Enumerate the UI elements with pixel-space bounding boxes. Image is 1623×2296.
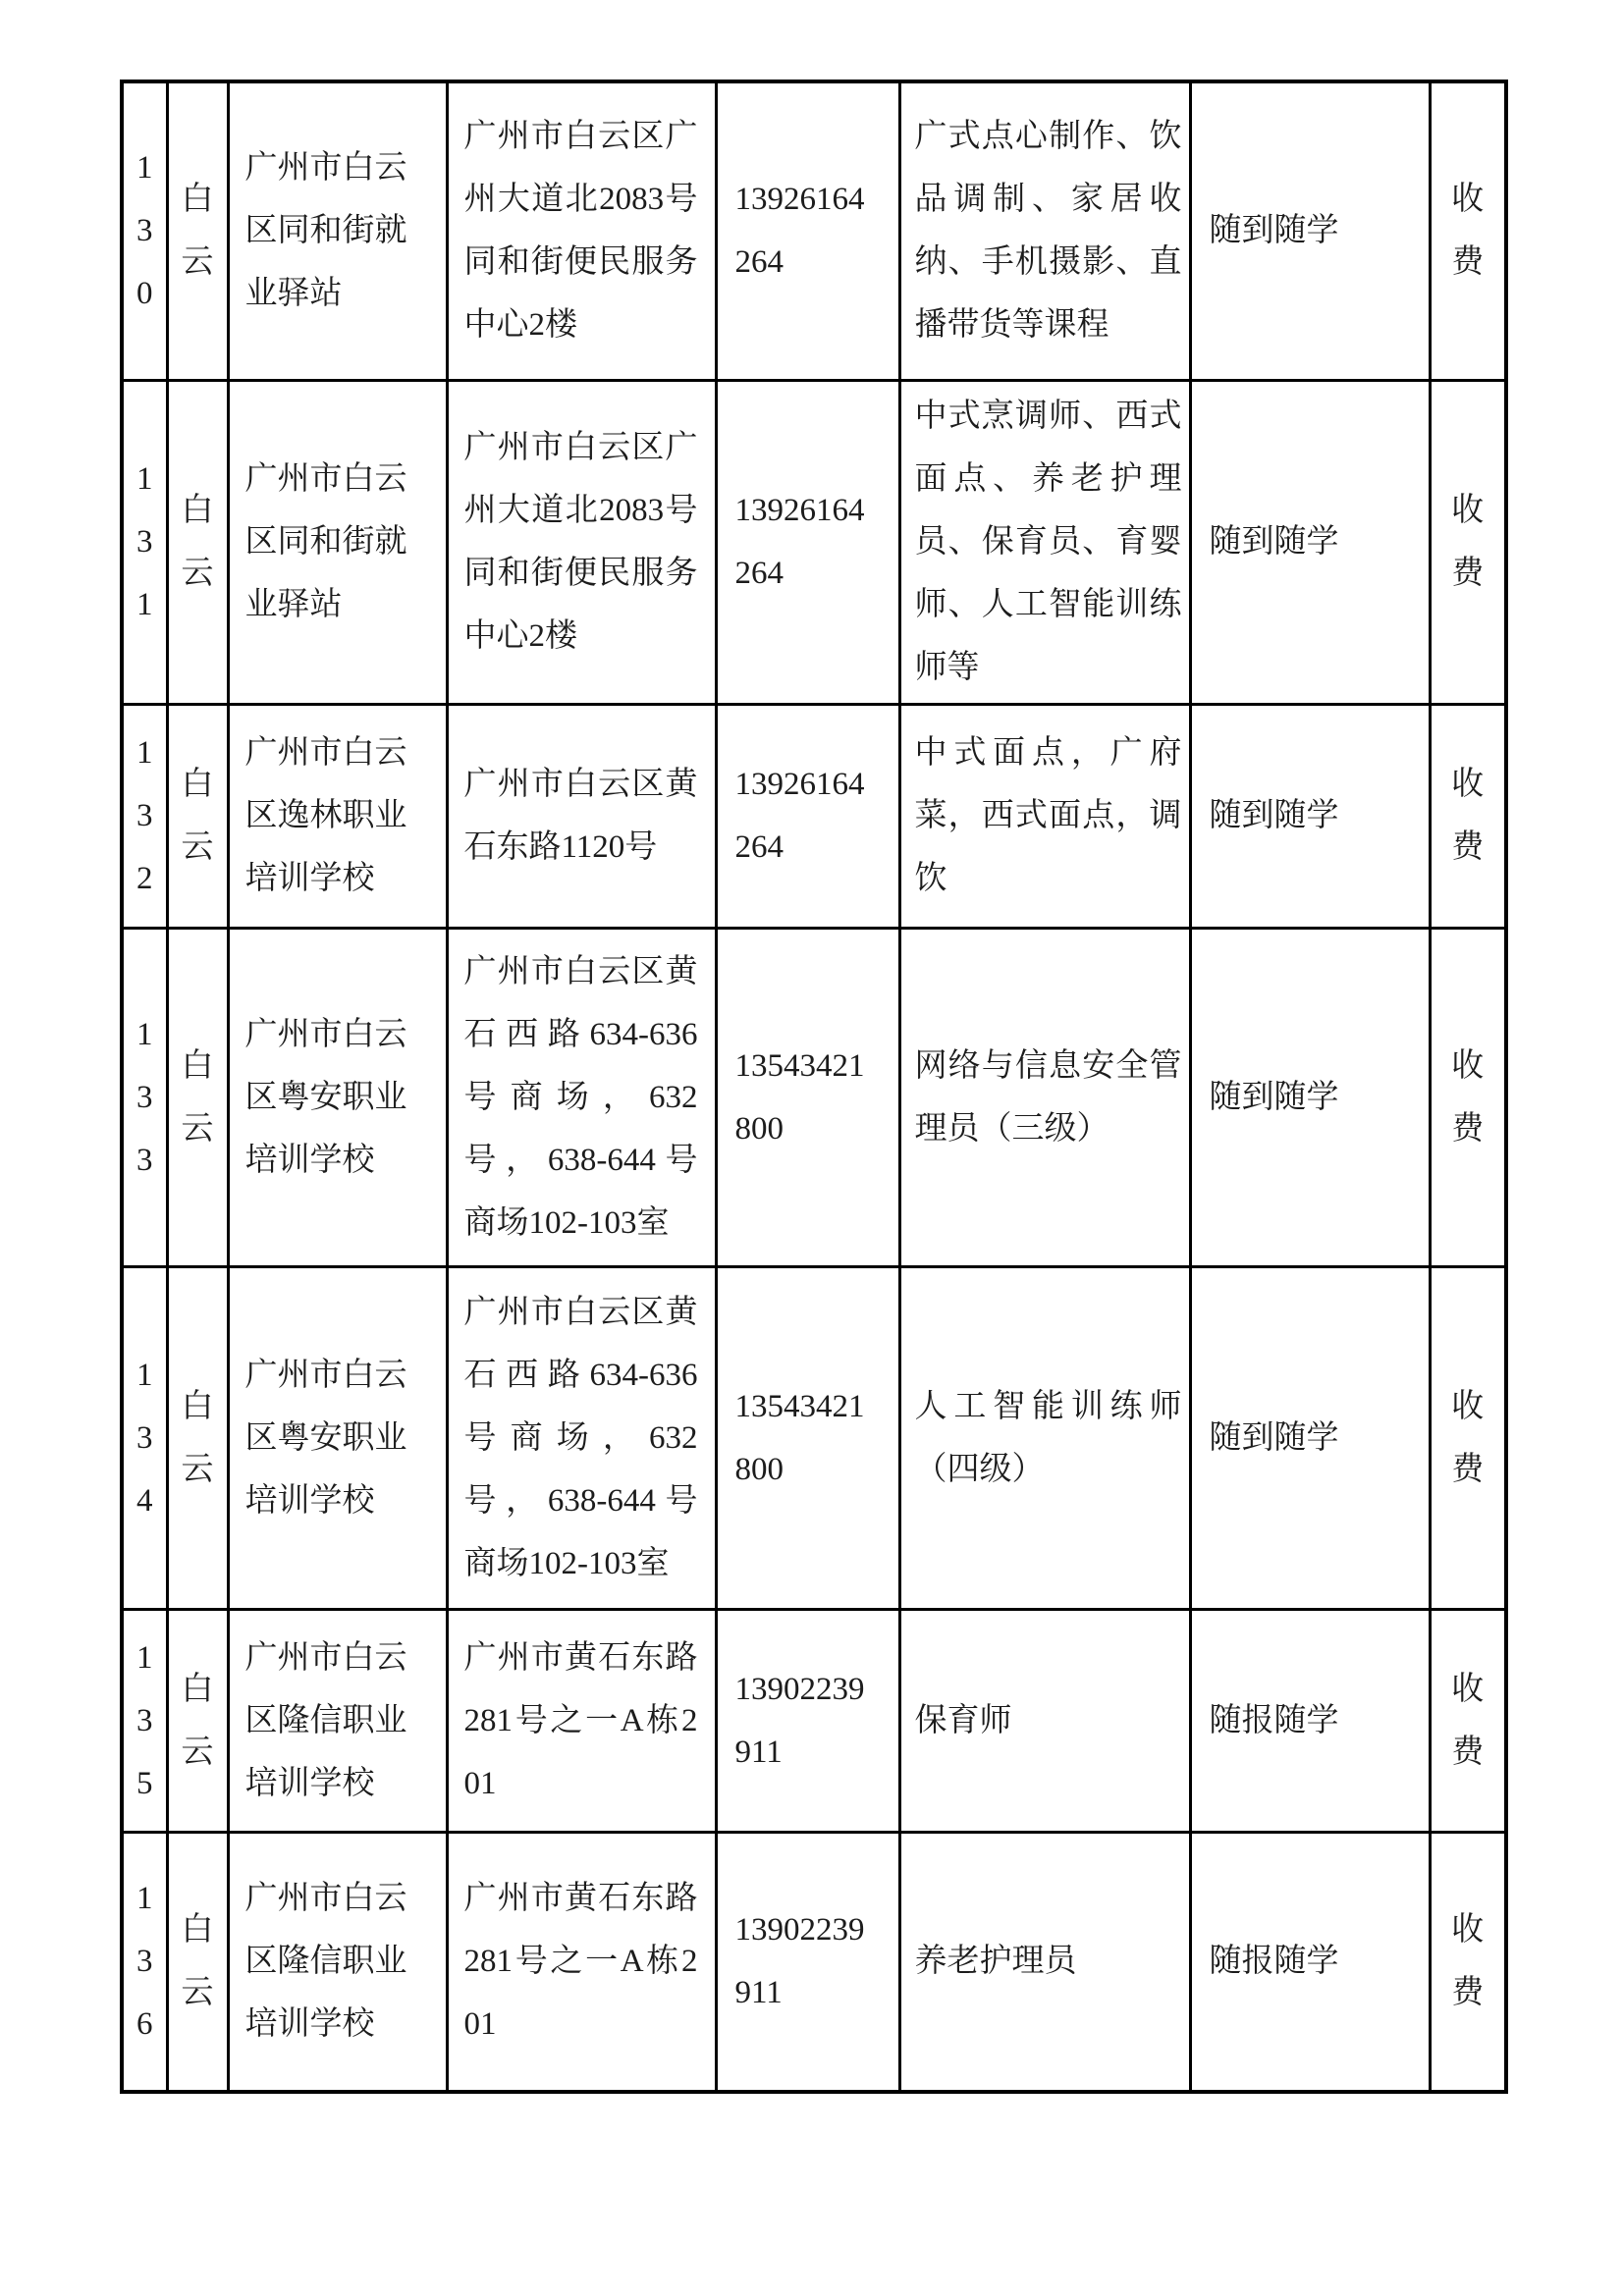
cell-district (167, 1609, 228, 1832)
fee: 收费 (1451, 1912, 1485, 2011)
cell-school (228, 1832, 447, 2092)
table-row (122, 1609, 1506, 1832)
phone-number: 13902239911 (734, 1912, 865, 2011)
school-name: 广州市白云区隆信职业培训学校 (244, 1639, 407, 1801)
table-row (122, 380, 1506, 704)
phone-number: 13543421800 (734, 1047, 865, 1147)
cell-courses (899, 81, 1190, 380)
cell-row-number (122, 1609, 167, 1832)
schedule: 随到随学 (1209, 524, 1339, 560)
cell-fee (1430, 1266, 1506, 1609)
cell-school (228, 380, 447, 704)
cell-schedule (1190, 81, 1430, 380)
schedule: 随报随学 (1209, 1944, 1339, 1980)
district: 白云 (181, 1047, 214, 1147)
table-row (122, 1832, 1506, 2092)
cell-phone (716, 380, 899, 704)
row-number: 132 (136, 735, 153, 896)
cell-address (447, 704, 716, 928)
courses: 保育师 (914, 1702, 1012, 1738)
cell-schedule (1190, 1266, 1430, 1609)
cell-district (167, 928, 228, 1266)
cell-row-number (122, 1266, 167, 1609)
school-name: 广州市白云区粤安职业培训学校 (244, 1357, 407, 1519)
schedule: 随到随学 (1209, 798, 1339, 833)
address: 广州市黄石东路281号之一A栋201 (463, 1881, 698, 2043)
cell-row-number (122, 704, 167, 928)
cell-courses (899, 1832, 1190, 2092)
cell-courses (899, 1609, 1190, 1832)
cell-address (447, 380, 716, 704)
cell-district (167, 81, 228, 380)
cell-school (228, 81, 447, 380)
phone-number: 13902239911 (734, 1671, 865, 1770)
row-number: 134 (136, 1357, 153, 1519)
address: 广州市白云区广州大道北2083号同和街便民服务中心2楼 (463, 119, 698, 344)
row-number: 136 (136, 1881, 153, 2043)
table-row (122, 81, 1506, 380)
table-row (122, 928, 1506, 1266)
phone-number: 13543421800 (734, 1388, 865, 1487)
school-name: 广州市白云区逸林职业培训学校 (244, 735, 407, 896)
courses: 网络与信息安全管理员（三级） (914, 1047, 1182, 1147)
courses: 养老护理员 (914, 1944, 1077, 1980)
cell-school (228, 1266, 447, 1609)
cell-phone (716, 1609, 899, 1832)
district: 白云 (181, 1388, 214, 1487)
cell-schedule (1190, 704, 1430, 928)
fee: 收费 (1451, 1388, 1485, 1487)
district: 白云 (181, 493, 214, 591)
fee: 收费 (1451, 182, 1485, 281)
fee: 收费 (1451, 767, 1485, 865)
schedule: 随报随学 (1209, 1702, 1339, 1738)
cell-phone (716, 928, 899, 1266)
cell-school (228, 1609, 447, 1832)
cell-phone (716, 81, 899, 380)
phone-number: 13926164264 (734, 493, 865, 591)
schedule: 随到随学 (1209, 1079, 1339, 1115)
cell-district (167, 380, 228, 704)
district: 白云 (181, 1912, 214, 2011)
cell-row-number (122, 380, 167, 704)
cell-schedule (1190, 1609, 1430, 1832)
row-number: 133 (136, 1016, 153, 1178)
fee: 收费 (1451, 1671, 1485, 1770)
cell-fee (1430, 704, 1506, 928)
district: 白云 (181, 182, 214, 281)
training-schools-table (120, 80, 1508, 2094)
cell-row-number (122, 81, 167, 380)
address: 广州市白云区黄石东路1120号 (463, 767, 698, 865)
row-number: 135 (136, 1639, 153, 1801)
school-name: 广州市白云区隆信职业培训学校 (244, 1881, 407, 2043)
cell-fee (1430, 380, 1506, 704)
cell-district (167, 1832, 228, 2092)
cell-address (447, 1832, 716, 2092)
fee: 收费 (1451, 1047, 1485, 1147)
fee: 收费 (1451, 493, 1485, 591)
cell-address (447, 1266, 716, 1609)
cell-phone (716, 1832, 899, 2092)
row-number: 131 (136, 461, 153, 622)
cell-fee (1430, 1832, 1506, 2092)
cell-courses (899, 928, 1190, 1266)
cell-address (447, 81, 716, 380)
district: 白云 (181, 1671, 214, 1770)
cell-courses (899, 704, 1190, 928)
courses: 人工智能训练师（四级） (914, 1388, 1182, 1487)
cell-schedule (1190, 1832, 1430, 2092)
cell-district (167, 704, 228, 928)
district: 白云 (181, 767, 214, 865)
phone-number: 13926164264 (734, 182, 865, 281)
cell-phone (716, 704, 899, 928)
cell-row-number (122, 1832, 167, 2092)
cell-school (228, 704, 447, 928)
cell-schedule (1190, 380, 1430, 704)
cell-fee (1430, 81, 1506, 380)
cell-address (447, 1609, 716, 1832)
schedule: 随到随学 (1209, 213, 1339, 249)
courses: 中式面点，广府菜，西式面点，调饮 (914, 735, 1182, 896)
address: 广州市白云区黄石西路634-636号商场，632号，638-644号商场102-103室 (463, 953, 698, 1241)
cell-courses (899, 380, 1190, 704)
courses: 中式烹调师、西式面点、养老护理员、保育员、育婴师、人工智能训练师等 (914, 399, 1182, 685)
cell-courses (899, 1266, 1190, 1609)
cell-school (228, 928, 447, 1266)
cell-fee (1430, 928, 1506, 1266)
school-name: 广州市白云区同和街就业驿站 (244, 461, 407, 622)
table-row (122, 1266, 1506, 1609)
cell-address (447, 928, 716, 1266)
row-number: 130 (136, 150, 153, 312)
school-name: 广州市白云区同和街就业驿站 (244, 150, 407, 312)
phone-number: 13926164264 (734, 767, 865, 865)
schedule: 随到随学 (1209, 1419, 1339, 1456)
courses: 广式点心制作、饮品调制、家居收纳、手机摄影、直播带货等课程 (914, 119, 1182, 344)
address: 广州市白云区黄石西路634-636号商场，632号，638-644号商场102-103室 (463, 1294, 698, 1581)
table-row (122, 704, 1506, 928)
address: 广州市黄石东路281号之一A栋201 (463, 1639, 698, 1801)
cell-row-number (122, 928, 167, 1266)
school-name: 广州市白云区粤安职业培训学校 (244, 1016, 407, 1178)
cell-district (167, 1266, 228, 1609)
cell-phone (716, 1266, 899, 1609)
cell-fee (1430, 1609, 1506, 1832)
cell-schedule (1190, 928, 1430, 1266)
address: 广州市白云区广州大道北2083号同和街便民服务中心2楼 (463, 430, 698, 654)
